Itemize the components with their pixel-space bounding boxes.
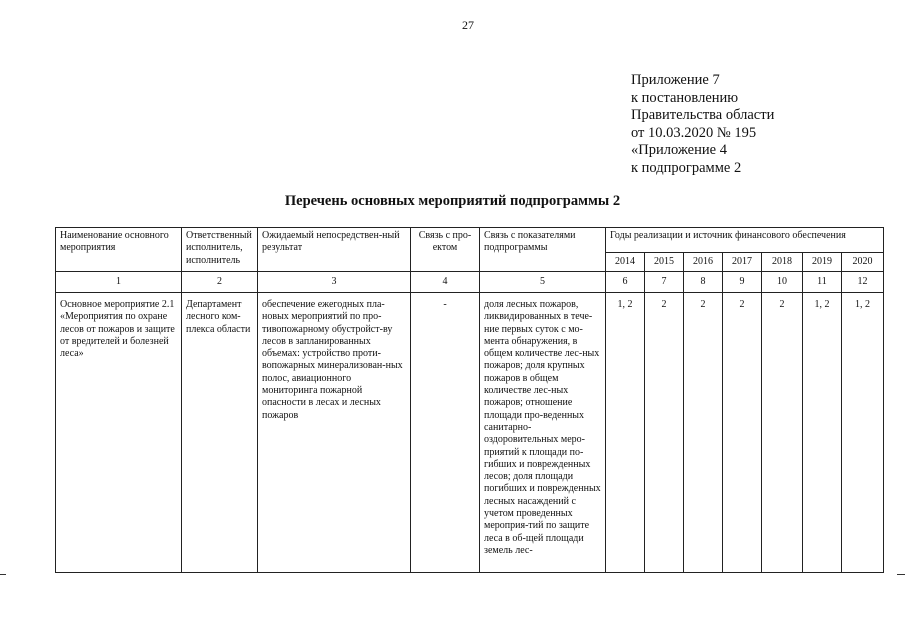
header-year: 2015 [645, 253, 684, 272]
appendix-line: к постановлению [631, 89, 739, 106]
right-edge-mark [897, 574, 905, 575]
measure-year-value: 2 [645, 293, 684, 573]
measure-executor: Департамент лесного ком-плекса области [182, 293, 258, 573]
appendix-line: к подпрограмме 2 [631, 159, 742, 176]
measures-table [55, 227, 884, 573]
column-number: 3 [258, 272, 411, 293]
measure-year-value: 1, 2 [606, 293, 645, 573]
column-number: 12 [842, 272, 884, 293]
appendix-block [631, 72, 774, 177]
header-year: 2014 [606, 253, 645, 272]
measure-year-value: 1, 2 [842, 293, 884, 573]
column-number: 6 [606, 272, 645, 293]
header-year: 2018 [762, 253, 803, 272]
header-year: 2016 [684, 253, 723, 272]
column-number: 4 [411, 272, 480, 293]
page-number: 27 [462, 18, 474, 32]
measure-indicators: доля лесных пожаров, ликвидированных в тече-ние первых суток с мо-мента обнаружения, в общем количестве лес-ных пожаров; доля крупных пожаров в общем количестве лес-ных пожаров; отношение площади про-веденных санитарно-оздоровительных меро-приятий к площади по-гибших и поврежденных лесов; доля площади погибших и поврежденных лесных насаждений с учетом проведенных мероприя-тий по защите леса в об-щей площади земель лес- [480, 293, 606, 573]
appendix-line: от 10.03.2020 № 195 [631, 124, 757, 141]
column-number: 5 [480, 272, 606, 293]
header-year: 2020 [842, 253, 884, 272]
appendix-line: Приложение 7 [631, 72, 720, 88]
measure-year-value: 2 [762, 293, 803, 573]
measure-year-value: 2 [684, 293, 723, 573]
header-project-link: Связь с про-ектом [411, 228, 480, 272]
measure-name: Основное мероприятие 2.1 «Мероприятия по охране лесов от пожаров и защите от вредителей и болезней леса» [56, 293, 182, 573]
header-result: Ожидаемый непосредствен-ный результат [258, 228, 411, 272]
column-number: 11 [803, 272, 842, 293]
measure-year-value: 2 [723, 293, 762, 573]
measure-year-value: 1, 2 [803, 293, 842, 573]
measure-project-link: - [411, 293, 480, 573]
column-number: 10 [762, 272, 803, 293]
header-row [56, 228, 884, 253]
header-executor: Ответственный исполнитель, исполнитель [182, 228, 258, 272]
document-title: Перечень основных мероприятий подпрограммы 2 [284, 193, 621, 209]
column-number: 2 [182, 272, 258, 293]
column-number: 9 [723, 272, 762, 293]
header-year: 2017 [723, 253, 762, 272]
appendix-line: Правительства области [631, 107, 775, 123]
header-indicators-link: Связь с показателями подпрограммы [480, 228, 606, 272]
measure-result: обеспечение ежегодных пла-новых мероприятий по про-тивопожарному обустройст-ву лесов в запланированных объемах: устройство проти-вопожарных минерализован-ных полос, авиационного мониторинга пожарной опасности в лесах и лесных пожаров [258, 293, 411, 573]
column-number: 1 [56, 272, 182, 293]
header-years-group: Годы реализации и источник финансового обеспечения [606, 228, 884, 253]
column-number: 8 [684, 272, 723, 293]
table-row [56, 293, 884, 573]
header-year: 2019 [803, 253, 842, 272]
column-numbers-row [56, 272, 884, 293]
left-edge-mark [0, 574, 6, 575]
appendix-line: «Приложение 4 [631, 142, 727, 158]
header-name: Наименование основного мероприятия [56, 228, 182, 272]
column-number: 7 [645, 272, 684, 293]
